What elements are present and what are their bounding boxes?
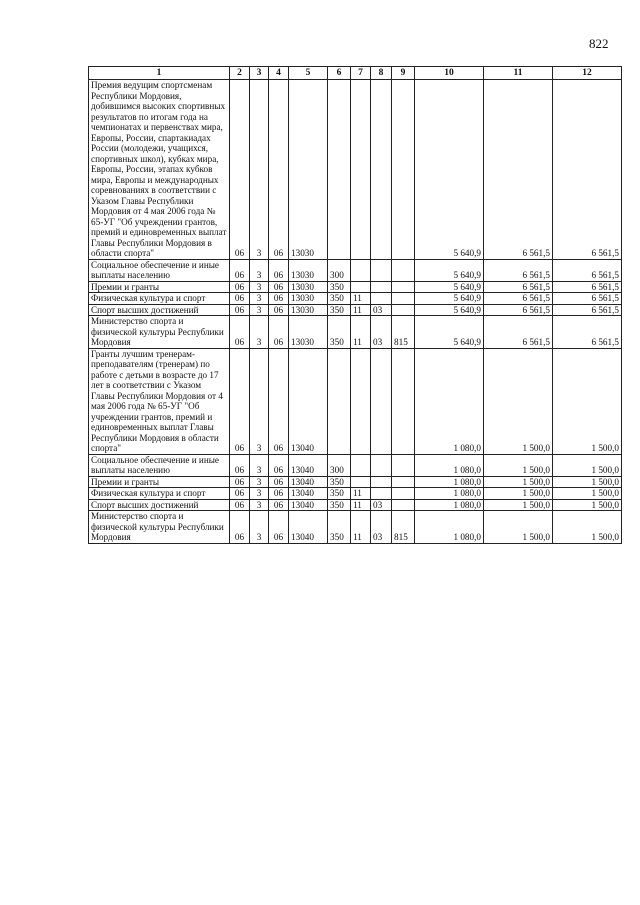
cell-section [351, 259, 371, 281]
table-row [89, 488, 622, 500]
cell-subprogram: 06 [269, 304, 289, 316]
column-header: 9 [392, 67, 415, 80]
cell-direction: 13030 [289, 281, 328, 293]
cell-subsection: 03 [371, 304, 392, 316]
column-header: 11 [484, 67, 553, 80]
cell-subprogram: 06 [269, 259, 289, 281]
cell-amount-2: 1 500,0 [484, 476, 553, 488]
column-header: 8 [371, 67, 392, 80]
cell-program: 3 [250, 304, 269, 316]
table-row [89, 281, 622, 293]
cell-expense-type: 300 [328, 454, 351, 476]
cell-expense-type: 350 [328, 511, 351, 544]
cell-subsection [371, 293, 392, 305]
cell-ministry-code: 06 [230, 488, 250, 500]
cell-subprogram: 06 [269, 348, 289, 454]
cell-amount-2: 1 500,0 [484, 488, 553, 500]
table-row [89, 316, 622, 349]
column-header: 10 [415, 67, 484, 80]
table-row [89, 304, 622, 316]
cell-amount-1: 5 640,9 [415, 281, 484, 293]
cell-amount-1: 1 080,0 [415, 476, 484, 488]
cell-expense-type [328, 80, 351, 260]
cell-amount-2: 6 561,5 [484, 293, 553, 305]
cell-direction: 13040 [289, 488, 328, 500]
table-row [89, 511, 622, 544]
cell-section: 11 [351, 304, 371, 316]
cell-subprogram: 06 [269, 499, 289, 511]
cell-amount-3: 6 561,5 [553, 293, 622, 305]
cell-direction: 13030 [289, 316, 328, 349]
cell-department [392, 293, 415, 305]
cell-ministry-code: 06 [230, 499, 250, 511]
cell-amount-1: 1 080,0 [415, 488, 484, 500]
cell-program: 3 [250, 293, 269, 305]
cell-expense-type: 350 [328, 293, 351, 305]
cell-amount-2: 1 500,0 [484, 348, 553, 454]
cell-section [351, 454, 371, 476]
cell-amount-3: 1 500,0 [553, 511, 622, 544]
cell-subprogram: 06 [269, 293, 289, 305]
cell-expense-type: 350 [328, 476, 351, 488]
cell-program: 3 [250, 259, 269, 281]
cell-expense-type: 300 [328, 259, 351, 281]
cell-section [351, 281, 371, 293]
cell-subprogram: 06 [269, 511, 289, 544]
cell-section: 11 [351, 316, 371, 349]
column-header: 1 [89, 67, 230, 80]
cell-subsection [371, 476, 392, 488]
cell-direction: 13030 [289, 259, 328, 281]
table-header-row [89, 67, 622, 80]
cell-ministry-code: 06 [230, 293, 250, 305]
cell-ministry-code: 06 [230, 304, 250, 316]
cell-department [392, 454, 415, 476]
cell-subsection: 03 [371, 316, 392, 349]
cell-subsection [371, 488, 392, 500]
cell-subprogram: 06 [269, 488, 289, 500]
cell-program: 3 [250, 281, 269, 293]
row-name: Социальное обеспечение и иные выплаты населению [89, 454, 230, 476]
cell-expense-type [328, 348, 351, 454]
cell-section [351, 80, 371, 260]
cell-department [392, 304, 415, 316]
cell-amount-3: 6 561,5 [553, 281, 622, 293]
cell-amount-1: 1 080,0 [415, 348, 484, 454]
column-header: 3 [250, 67, 269, 80]
cell-section [351, 348, 371, 454]
row-name: Премии и гранты [89, 476, 230, 488]
cell-department: 815 [392, 316, 415, 349]
table-row [89, 476, 622, 488]
cell-direction: 13040 [289, 511, 328, 544]
cell-department [392, 281, 415, 293]
cell-ministry-code: 06 [230, 281, 250, 293]
row-name: Гранты лучшим тренерам-преподавателям (тренерам) по работе с детьми в возрасте до 17 лет в соответствии с Указом Главы Республики Мордовия от 4 мая 2006 года № 65-УГ "Об учреждении грантов, премий и единовременных выплат Главы Республики Мордовия в области спорта" [89, 348, 230, 454]
cell-subsection [371, 259, 392, 281]
cell-amount-3: 1 500,0 [553, 348, 622, 454]
cell-subprogram: 06 [269, 316, 289, 349]
cell-program: 3 [250, 348, 269, 454]
cell-direction: 13030 [289, 293, 328, 305]
cell-program: 3 [250, 80, 269, 260]
table-row [89, 293, 622, 305]
row-name: Спорт высших достижений [89, 499, 230, 511]
cell-amount-2: 6 561,5 [484, 304, 553, 316]
cell-department [392, 259, 415, 281]
cell-section: 11 [351, 293, 371, 305]
cell-direction: 13030 [289, 80, 328, 260]
table-row [89, 454, 622, 476]
cell-amount-3: 6 561,5 [553, 259, 622, 281]
cell-section [351, 476, 371, 488]
cell-ministry-code: 06 [230, 454, 250, 476]
cell-amount-3: 6 561,5 [553, 80, 622, 260]
cell-department [392, 476, 415, 488]
cell-direction: 13030 [289, 304, 328, 316]
cell-amount-3: 6 561,5 [553, 304, 622, 316]
cell-program: 3 [250, 316, 269, 349]
cell-program: 3 [250, 488, 269, 500]
cell-subprogram: 06 [269, 454, 289, 476]
cell-subprogram: 06 [269, 281, 289, 293]
cell-subprogram: 06 [269, 476, 289, 488]
table-row [89, 499, 622, 511]
cell-amount-1: 1 080,0 [415, 454, 484, 476]
cell-ministry-code: 06 [230, 80, 250, 260]
cell-amount-1: 1 080,0 [415, 511, 484, 544]
cell-direction: 13040 [289, 348, 328, 454]
column-header: 7 [351, 67, 371, 80]
cell-expense-type: 350 [328, 304, 351, 316]
column-header: 12 [553, 67, 622, 80]
cell-subsection [371, 80, 392, 260]
column-header: 5 [289, 67, 328, 80]
cell-direction: 13040 [289, 499, 328, 511]
cell-subsection [371, 281, 392, 293]
cell-department [392, 488, 415, 500]
cell-program: 3 [250, 499, 269, 511]
row-name: Министерство спорта и физической культуры Республики Мордовия [89, 511, 230, 544]
cell-expense-type: 350 [328, 316, 351, 349]
cell-department [392, 80, 415, 260]
cell-amount-2: 6 561,5 [484, 259, 553, 281]
cell-direction: 13040 [289, 454, 328, 476]
cell-amount-1: 5 640,9 [415, 293, 484, 305]
column-header: 6 [328, 67, 351, 80]
cell-subprogram: 06 [269, 80, 289, 260]
table-row [89, 259, 622, 281]
cell-amount-3: 6 561,5 [553, 316, 622, 349]
cell-amount-3: 1 500,0 [553, 499, 622, 511]
page-number: 822 [589, 36, 609, 51]
cell-ministry-code: 06 [230, 511, 250, 544]
cell-amount-2: 1 500,0 [484, 511, 553, 544]
column-header: 4 [269, 67, 289, 80]
budget-table [88, 66, 622, 544]
cell-amount-1: 5 640,9 [415, 80, 484, 260]
cell-expense-type: 350 [328, 488, 351, 500]
cell-program: 3 [250, 511, 269, 544]
cell-amount-1: 5 640,9 [415, 316, 484, 349]
row-name: Физическая культура и спорт [89, 488, 230, 500]
cell-amount-1: 5 640,9 [415, 304, 484, 316]
cell-amount-2: 6 561,5 [484, 281, 553, 293]
cell-department [392, 499, 415, 511]
column-header: 2 [230, 67, 250, 80]
row-name: Спорт высших достижений [89, 304, 230, 316]
cell-amount-2: 1 500,0 [484, 499, 553, 511]
cell-subsection: 03 [371, 499, 392, 511]
row-name: Премия ведущим спортсменам Республики Мордовия, добившимся высоких спортивных результатов по итогам года на чемпионатах и первенствах мира, Европы, России, спартакиадах России (молодежи, учащихся, спортивных школ), кубках мира, Европы, России, этапах кубков мира, Европы и международных соревнованиях в соответствии с Указом Главы Республики Мордовия от 4 мая 2006 года № 65-УГ "Об учреждении грантов, премий и единовременных выплат Главы Республики Мордовия в области спорта" [89, 80, 230, 260]
cell-amount-1: 1 080,0 [415, 499, 484, 511]
cell-subsection [371, 348, 392, 454]
cell-ministry-code: 06 [230, 348, 250, 454]
table-row [89, 80, 622, 260]
cell-section: 11 [351, 511, 371, 544]
row-name: Физическая культура и спорт [89, 293, 230, 305]
cell-department [392, 348, 415, 454]
cell-program: 3 [250, 476, 269, 488]
row-name: Социальное обеспечение и иные выплаты населению [89, 259, 230, 281]
cell-ministry-code: 06 [230, 259, 250, 281]
cell-amount-3: 1 500,0 [553, 454, 622, 476]
row-name: Министерство спорта и физической культуры Республики Мордовия [89, 316, 230, 349]
cell-amount-3: 1 500,0 [553, 476, 622, 488]
cell-department: 815 [392, 511, 415, 544]
cell-program: 3 [250, 454, 269, 476]
cell-section: 11 [351, 488, 371, 500]
cell-section: 11 [351, 499, 371, 511]
cell-subsection [371, 454, 392, 476]
table-row [89, 348, 622, 454]
cell-subsection: 03 [371, 511, 392, 544]
cell-expense-type: 350 [328, 281, 351, 293]
cell-expense-type: 350 [328, 499, 351, 511]
cell-direction: 13040 [289, 476, 328, 488]
cell-ministry-code: 06 [230, 476, 250, 488]
cell-amount-2: 1 500,0 [484, 454, 553, 476]
cell-amount-2: 6 561,5 [484, 316, 553, 349]
cell-amount-3: 1 500,0 [553, 488, 622, 500]
cell-amount-1: 5 640,9 [415, 259, 484, 281]
cell-amount-2: 6 561,5 [484, 80, 553, 260]
row-name: Премии и гранты [89, 281, 230, 293]
cell-ministry-code: 06 [230, 316, 250, 349]
